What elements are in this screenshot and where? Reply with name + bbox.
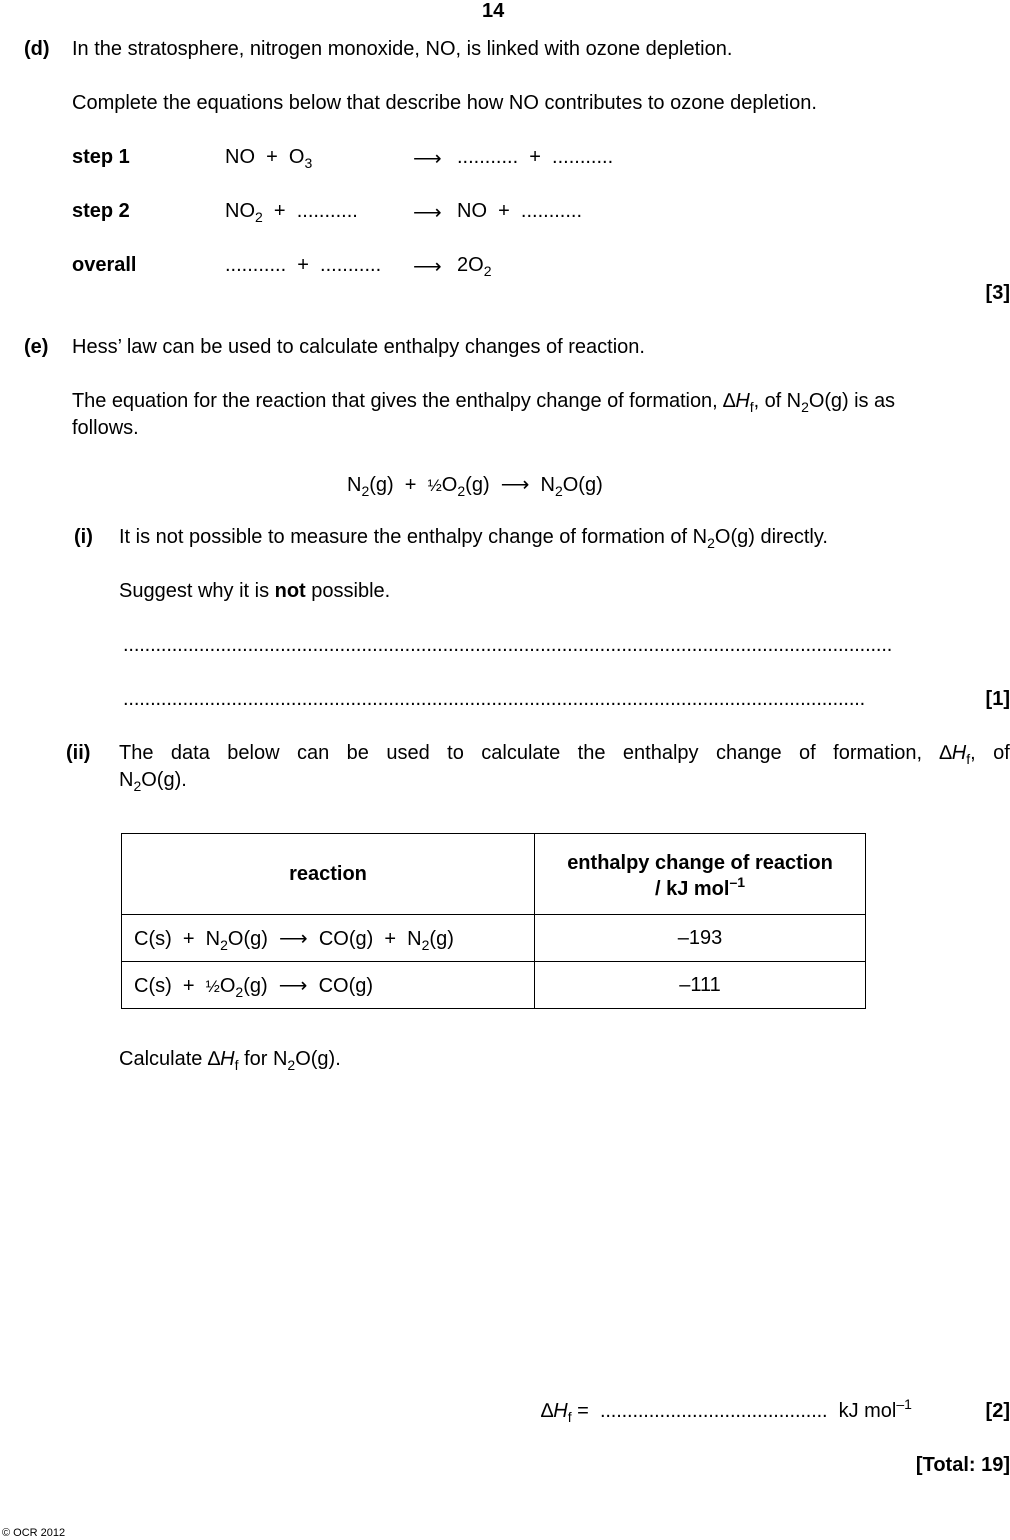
copyright: © OCR 2012	[2, 1527, 66, 1539]
blank: ...........	[552, 146, 614, 168]
overall-arrow-icon: ⟶	[413, 256, 442, 278]
header-enthalpy	[535, 834, 866, 915]
row1-reaction: $C(s) + N_2O(g)$ ⟶ $CO(g) + N_2(g)$	[122, 915, 535, 962]
row1-value: –193	[535, 915, 866, 962]
step1-reactants: NO + $O_3$	[225, 146, 313, 171]
part-e-equation-description-cont: follows.	[72, 417, 139, 439]
dhf-symbol: $\Delta H_f$ =	[541, 1400, 600, 1425]
part-d-intro: In the stratosphere, nitrogen monoxide, NO, is linked with ozone depletion.	[72, 38, 733, 60]
step1-label: step 1	[72, 146, 130, 168]
step1-products: ........... + ...........	[457, 146, 614, 168]
enthalpy-data-table	[121, 833, 866, 1009]
header-enthalpy-line2: / kJ mol$^{-1}$	[654, 874, 746, 900]
table-header-row	[122, 834, 866, 915]
part-e-ii-marks: [2]	[985, 1400, 1010, 1422]
answer-dots[interactable]: ..........................................	[599, 1400, 828, 1422]
arrow-icon: ⟶	[279, 927, 308, 950]
step2-products: NO + ...........	[457, 200, 583, 222]
part-e-i-label: (i)	[74, 526, 93, 548]
part-e-ii-label: (ii)	[66, 742, 91, 764]
part-e-i-question: It is not possible to measure the enthalpy change of formation of $N_2O(g)$ directly.	[119, 526, 828, 551]
part-e-i-suggest	[119, 580, 390, 603]
part-e-i-marks: [1]	[985, 688, 1010, 710]
blank: ...........	[296, 200, 358, 222]
step1-arrow-icon: ⟶	[413, 148, 442, 170]
part-d-label: (d)	[24, 38, 50, 60]
answer-unit: kJ mol$^{-1}$	[838, 1396, 912, 1422]
blank: ...........	[520, 200, 583, 222]
part-e-intro: Hess’ law can be used to calculate enthalpy changes of reaction.	[72, 336, 645, 358]
step2-arrow-icon: ⟶	[413, 202, 442, 224]
arrow-icon: ⟶	[500, 474, 530, 496]
blank: ...........	[320, 254, 382, 276]
overall-reactants: ........... + ...........	[225, 254, 382, 276]
header-reaction: reaction	[122, 834, 535, 915]
part-d-marks: [3]	[985, 282, 1010, 304]
header-enthalpy-line1: enthalpy change of reaction	[567, 852, 833, 874]
part-d-instruction: Complete the equations below that describe how NO contributes to ozone depletion.	[72, 92, 817, 114]
page-number: 14	[482, 0, 505, 22]
step2-reactants: $NO_2$ + ...........	[225, 200, 358, 225]
table-row	[122, 915, 866, 962]
blank: ...........	[225, 254, 287, 276]
answer-line-2[interactable]: .........................................................................................................................................	[123, 688, 866, 710]
suggest-pre: Suggest why it is	[119, 580, 275, 602]
overall-label: overall	[72, 254, 137, 276]
part-e-ii-question-cont: $N_2O(g)$.	[119, 769, 187, 794]
step2-label: step 2	[72, 200, 130, 222]
answer-line-dhf	[541, 1396, 912, 1425]
formation-equation: $N_2(g)$ + $\frac{1}{2}O_2(g)$ ⟶ $N_2O(g)$	[347, 474, 603, 499]
arrow-icon: ⟶	[278, 974, 308, 997]
overall-products: $2O_2$	[457, 254, 492, 279]
suggest-bold: not	[274, 580, 306, 602]
calculate-instruction: Calculate $\Delta H_f$ for $N_2O(g)$.	[119, 1048, 341, 1073]
row2-reaction: $C(s) + \frac{1}{2}O_2(g)$ ⟶ CO(g)	[122, 962, 535, 1009]
suggest-post: possible.	[305, 580, 391, 602]
part-e-equation-description: The equation for the reaction that gives the enthalpy change of formation, $\Delta H_f$, of $N_2O(g)$ is as	[72, 390, 895, 415]
total-marks: [Total: 19]	[915, 1454, 1010, 1476]
table-row	[122, 962, 866, 1009]
part-e-ii-question: The data below can be used to calculate the enthalpy change of formation, $\Delta H_f$, of	[119, 742, 1010, 767]
answer-line-1[interactable]: ..............................................................................................................................................	[123, 634, 893, 656]
part-e-label: (e)	[24, 336, 49, 358]
row2-value: –111	[535, 962, 866, 1009]
blank: ...........	[457, 146, 519, 168]
